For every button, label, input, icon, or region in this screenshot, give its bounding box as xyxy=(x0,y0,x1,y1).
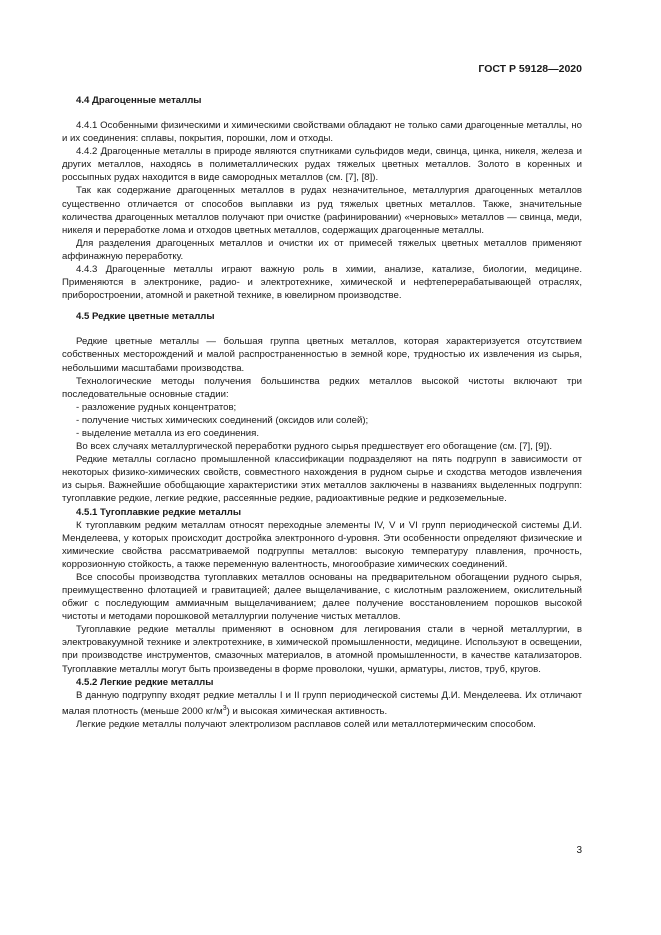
paragraph: Тугоплавкие редкие металлы применяют в основном для легирования стали в черной металлургии, в электровакуумной технике и электротехнике, в химической промышленности, медицине. Используют в освещении, при производстве инструментов, смазочных материалов, в атомной промышленности, в качестве катализаторов. Тугоплавкие металлы могут быть произведены в форме проволоки, чушки, арматуры, листов, труб, кругов. xyxy=(62,624,582,675)
paragraph: Во всех случаях металлургической переработки рудного сырья предшествует его обогащение (см. [7], [9]). xyxy=(76,441,553,453)
paragraph: 4.4.1 Особенными физическими и химическими свойствами обладают не только сами драгоценные металлы, но и их соединения: сплавы, покрытия, порошки, лом и отходы. xyxy=(62,120,582,145)
paragraph: Легкие редкие металлы получают электролизом расплавов солей или металлотермическим способом. xyxy=(76,719,536,731)
paragraph: Редкие цветные металлы — большая группа цветных металлов, которая характеризуется отсутствием собственных месторождений и малой распространенностью в земной коре, трудностью их извлечения из сырья, небольшими масштабами производства. xyxy=(62,336,582,374)
section-4-5-2-heading: 4.5.2 Легкие редкие металлы xyxy=(76,676,214,688)
text-run: ) и высокая химическая активность. xyxy=(226,705,388,717)
superscript: 3 xyxy=(222,704,227,712)
list-item: - выделение металла из его соединения. xyxy=(76,427,260,439)
document-id: ГОСТ Р 59128—2020 xyxy=(478,63,582,75)
paragraph: К тугоплавким редким металлам относят переходные элементы IV, V и VI групп периодической системы Д.И. Менделеева, у которых происходит достройка электронного d-уровня. Эти особенности определяют физические и химические свойства рассматриваемой подгруппы металлов: высокую температуру плавления, прочность, коррозионную стойкость, а также переменную валентность, многообразие химических соединений. xyxy=(62,519,582,570)
text-run: В данную подгруппу входят редкие металлы I и II групп периодической системы Д.И. Менделеева. Их отличают малая плотность (меньше 2000 кг/м xyxy=(62,689,582,717)
paragraph: Технологические методы получения большинства редких металлов высокой чистоты включают три последовательные основные стадии: xyxy=(62,375,582,400)
paragraph: 4.4.3 Драгоценные металлы играют важную роль в химии, анализе, катализе, биологии, медицине. Применяются в электронике, радио- и электротехнике, химической и нефтеперерабатывающей отраслях, приборостроении, атомной и ракетной технике, в ювелирном производстве. xyxy=(62,264,582,302)
paragraph: Так как содержание драгоценных металлов в рудах незначительное, металлургия драгоценных металлов существенно отличается от способов выплавки из руд тяжелых цветных металлов. Также, значительные количества драгоценных металлов получают при очистке (рафинировании) «черновых» металлов — свинца, меди, никеля и переработке лома и отходов цветных металлов, содержащих драгоценные металлы. xyxy=(62,185,582,236)
page-content xyxy=(62,94,582,731)
list-item: - разложение рудных концентратов; xyxy=(76,401,237,413)
paragraph: 4.4.2 Драгоценные металлы в природе являются спутниками сульфидов меди, свинца, цинка, никеля, железа и других металлов, находясь в полиметаллических рудах тяжелых цветных металлов. Золото в коренных и россыпных рудах находится в виде самородных металлов (см. [7], [8]). xyxy=(62,146,582,184)
paragraph: Все способы производства тугоплавких металлов основаны на предварительном обогащении рудного сырья, преимущественно флотацией и гравитацией; далее выщелачивание, с кислотным разложением, окислительный обжиг с последующим аммиачным выщелачиванием; далее получение восстановлением порошков высокой чистоты и методами порошковой металлургии получение чистых металлов. xyxy=(62,571,582,623)
page-number: 3 xyxy=(576,845,582,856)
section-4-4-heading: 4.4 Драгоценные металлы xyxy=(76,95,202,106)
stages-list xyxy=(62,401,582,440)
paragraph: Для разделения драгоценных металлов и очистки их от примесей тяжелых цветных металлов применяют аффинажную переработку. xyxy=(62,237,582,262)
list-item: - получение чистых химических соединений (оксидов или солей); xyxy=(76,414,369,426)
section-4-5-1-heading: 4.5.1 Тугоплавкие редкие металлы xyxy=(76,506,242,518)
paragraph: Редкие металлы согласно промышленной классификации подразделяют на пять подгрупп в зависимости от некоторых физико-химических свойств, совместного нахождения в рудном сырье и сходства методов извлечения из сырья. Важнейшие обобщающие характеристики этих металлов заключены в названиях выделенных подгрупп: тугоплавкие редкие, легкие редкие, рассеянные редкие, радиоактивные редкие и редкоземельные. xyxy=(62,454,582,505)
paragraph xyxy=(62,689,582,718)
section-4-5-heading: 4.5 Редкие цветные металлы xyxy=(76,311,215,323)
